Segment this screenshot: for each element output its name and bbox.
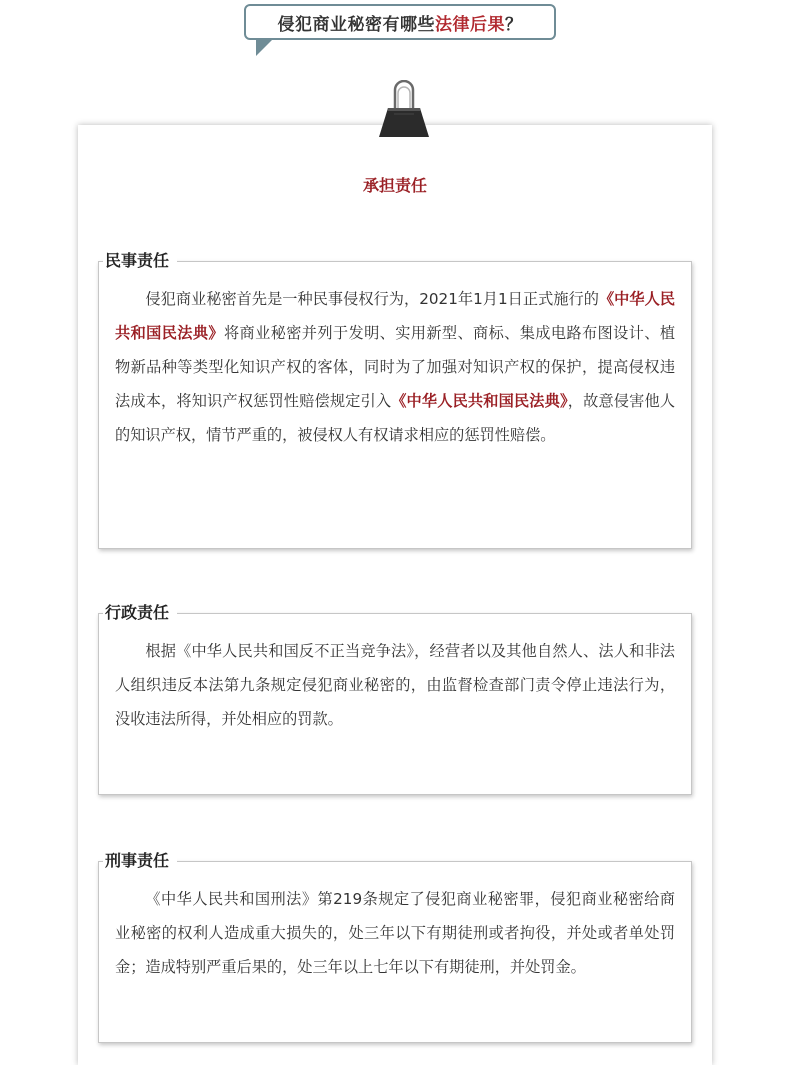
civil-liability-text [99,262,691,462]
civil-liability-card [98,251,692,549]
civil-text-part1: 侵犯商业秘密首先是一种民事侵权行为，2021年1月1日正式施行的 [145,290,599,308]
binder-clip-icon [376,80,432,138]
civil-code-reference-2: 《中华人民共和国民法典》 [391,392,568,410]
title-highlight: 法律后果 [435,14,505,35]
speech-bubble-tail [256,40,272,56]
paper-sheet [78,125,712,1065]
civil-text-part2: 将商业秘密并列于发明、实用新型、商标、集成电路布图设计、植物新品种等类型化知识产权的客体，同时为了加强对知识产权的保护，提高侵权违法成本，将知识产权惩罚性赔偿规定引入 [115,324,676,410]
administrative-liability-label: 行政责任 [103,603,177,623]
civil-text-part3: ，故意侵害他人的知识产权，情节严重的，被侵权人有权请求相应的惩罚性赔偿。 [115,392,676,444]
administrative-liability-text: 根据《中华人民共和国反不正当竞争法》，经营者以及其他自然人、法人和非法人组织违反本法第九条规定侵犯商业秘密的，由监督检查部门责令停止违法行为，没收违法所得，并处相应的罚款。 [115,642,675,728]
civil-code-reference-1: 《中华人民共和国民法典》 [115,290,676,342]
title-prefix: 侵犯商业秘密有哪些 [277,14,435,35]
title-suffix: ？ [505,14,523,35]
section-title: 承担责任 [362,176,427,195]
page-title [244,4,556,40]
administrative-liability-card [98,603,692,795]
criminal-liability-label: 刑事责任 [103,851,177,871]
criminal-liability-card [98,851,692,1043]
civil-liability-label: 民事责任 [103,251,177,271]
criminal-liability-text: 《中华人民共和国刑法》第219条规定了侵犯商业秘密罪，侵犯商业秘密给商业秘密的权利人造成重大损失的，处三年以下有期徒刑或者拘役，并处或者单处罚金；造成特别严重后果的，处三年以上七年以下有期徒刑，并处罚金。 [115,890,675,976]
